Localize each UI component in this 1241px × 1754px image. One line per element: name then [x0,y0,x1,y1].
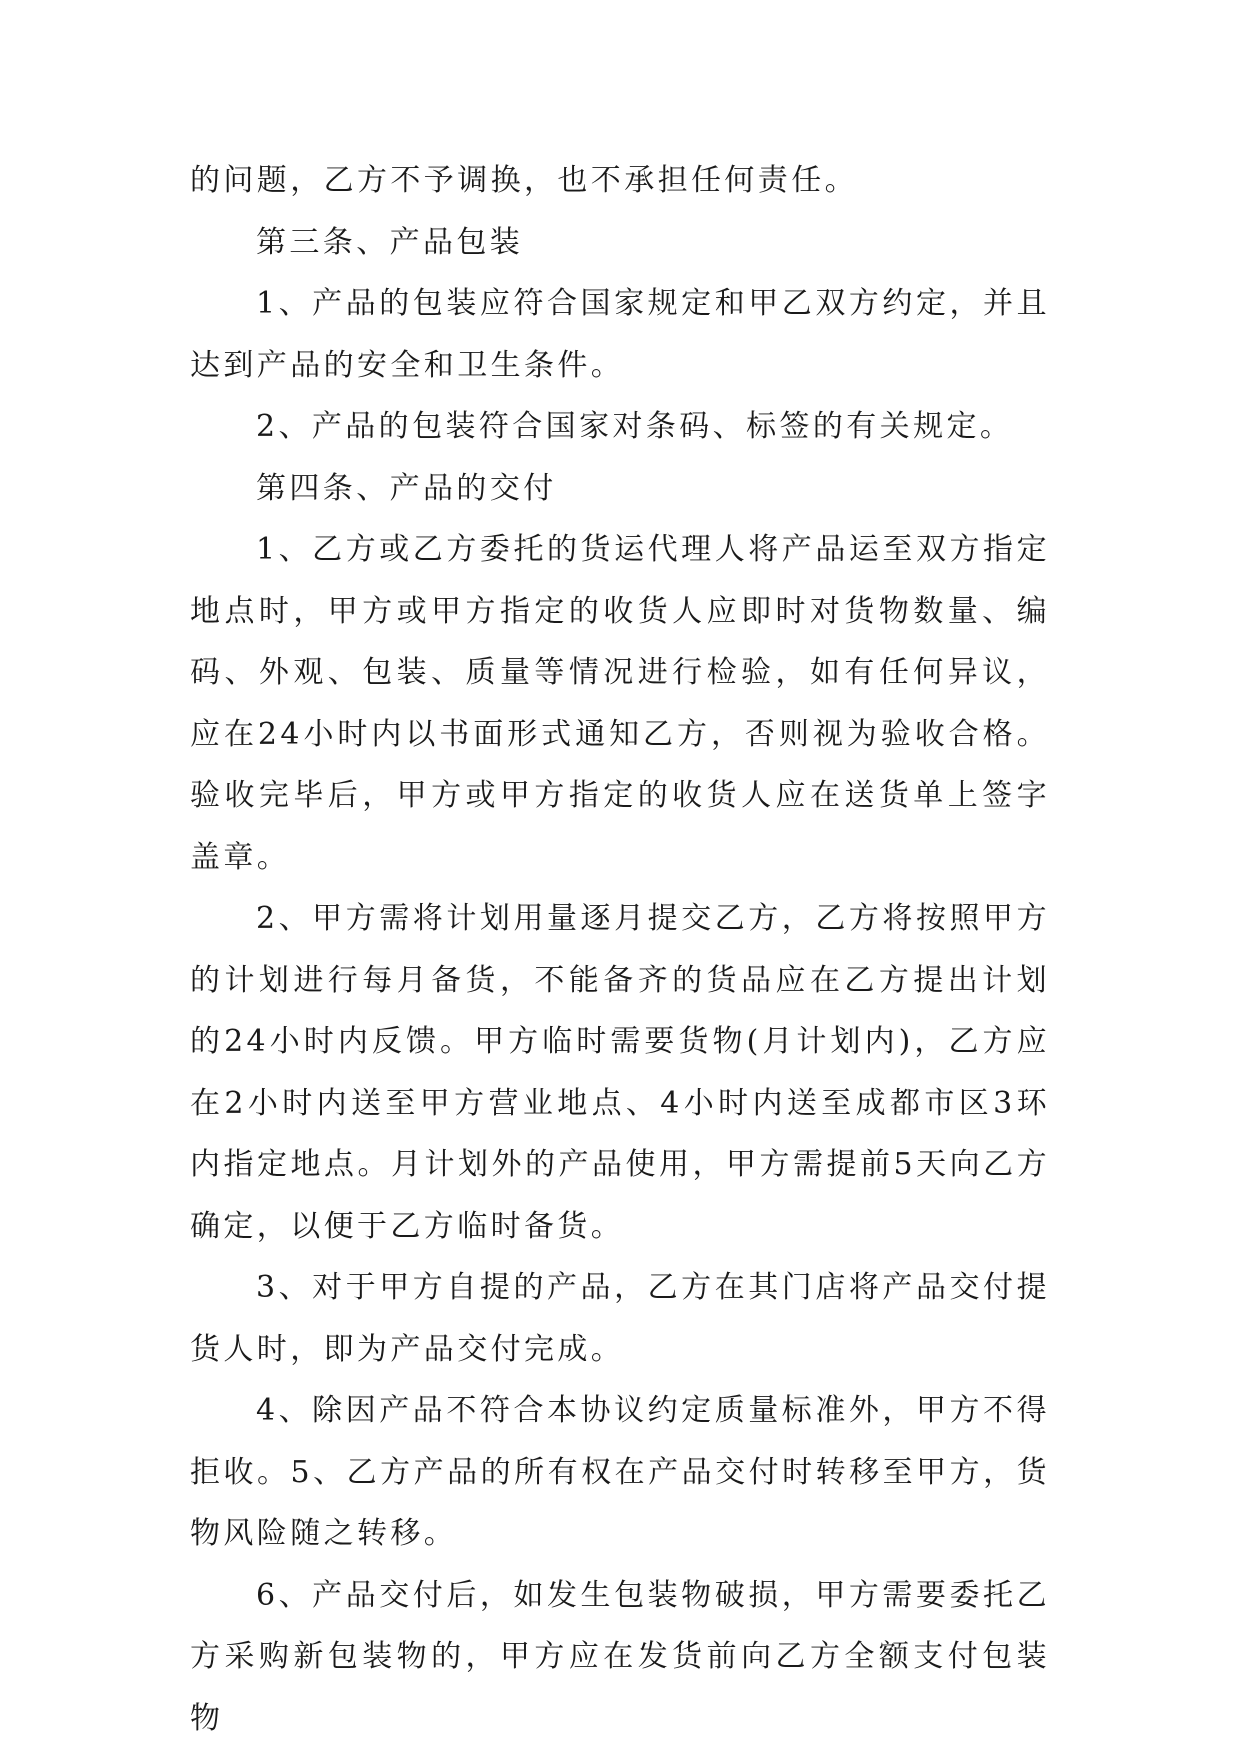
article-4-clause-3: 3、对于甲方自提的产品，乙方在其门店将产品交付提货人时，即为产品交付完成。 [190,1270,1050,1367]
article-3-heading: 第三条、产品包装 [256,224,524,260]
article-4-clause-4-5: 4、除因产品不符合本协议约定质量标准外，甲方不得拒收。5、乙方产品的所有权在产品交付时转移至甲方，货物风险随之转移。 [190,1393,1050,1551]
paragraph-continuation: 的问题，乙方不予调换，也不承担任何责任。 [190,163,858,198]
article-4-clause-6: 6、产品交付后，如发生包装物破损，甲方需要委托乙方采购新包装物的，甲方应在发货前向乙方全额支付包装物 [190,1577,1050,1736]
document-page [190,150,1050,1749]
article-3-clause-1: 1、产品的包装应符合国家规定和甲乙双方约定，并且达到产品的安全和卫生条件。 [190,286,1050,383]
article-3-clause-2: 2、产品的包装符合国家对条码、标签的有关规定。 [256,409,1014,444]
article-4-heading: 第四条、产品的交付 [256,470,557,506]
article-4-clause-1: 1、乙方或乙方委托的货运代理人将产品运至双方指定地点时，甲方或甲方指定的收货人应即时对货物数量、编码、外观、包装、质量等情况进行检验，如有任何异议，应在24小时内以书面形式通知乙方，否则视为验收合格。验收完毕后，甲方或甲方指定的收货人应在送货单上签字盖章。 [190,532,1050,875]
article-4-clause-2: 2、甲方需将计划用量逐月提交乙方，乙方将按照甲方的计划进行每月备货，不能备齐的货品应在乙方提出计划的24小时内反馈。甲方临时需要货物(月计划内)，乙方应在2小时内送至甲方营业地点、4小时内送至成都市区3环内指定地点。月计划外的产品使用，甲方需提前5天向乙方确定，以便于乙方临时备货。 [190,901,1050,1244]
